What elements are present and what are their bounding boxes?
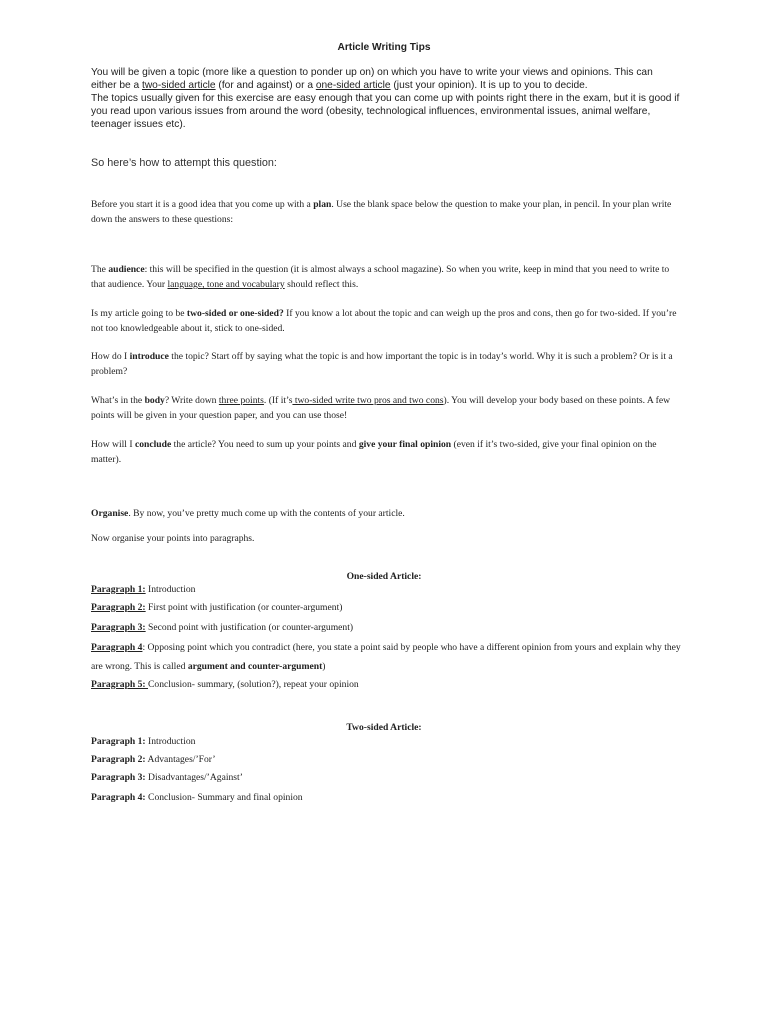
conclude-text: the article? You need to sum up your points and: [171, 439, 359, 450]
organise-text: . By now, you’ve pretty much come up with the contents of your article.: [128, 508, 405, 519]
introduce-text: How do I: [91, 351, 130, 362]
paragraph-description: Disadvantages/’Against’: [145, 772, 243, 783]
paragraph-label: Paragraph 5:: [91, 679, 149, 690]
paragraph-description: : Opposing point which you contradict (here, you state a point said by people who have a different opinion from yours and explain why they are wrong. This is called: [91, 642, 681, 672]
paragraph-label: Paragraph 1:: [91, 736, 146, 747]
intro-text: (just your opinion). It is up to you to decide.: [390, 80, 588, 91]
one-sided-paragraph-1: [91, 582, 681, 597]
organise-paragraph-2: Now organise your points into paragraphs.: [91, 533, 255, 544]
paragraph-description: Introduction: [145, 736, 196, 747]
two-sided-article-link: two-sided article: [141, 80, 216, 91]
introduce-bold: introduce: [129, 351, 169, 362]
final-opinion-bold: give your final opinion: [358, 439, 452, 450]
paragraph-description: Conclusion- summary, (solution?), repeat your opinion: [148, 679, 359, 690]
intro-paragraph: [91, 66, 681, 131]
one-sided-paragraph-4: [91, 638, 681, 676]
conclude-text: (even if it’s two-sided, give your final opinion on the matter).: [91, 439, 657, 465]
audience-paragraph: [91, 262, 681, 292]
paragraph-label: Paragraph 2:: [91, 602, 146, 613]
intro-topics-text: The topics usually given for this exercise are easy enough that you can come up with points right there in the exam, but it is good if you read upon various issues from around the word (obesity, technological influences, environmental issues, animal welfare, teenager issues etc).: [91, 93, 680, 130]
plan-paragraph: [91, 197, 681, 227]
conclude-text: How will I: [91, 439, 135, 450]
plan-bold: plan: [313, 199, 332, 210]
plan-text: . Use the blank space below the question to make your plan, in pencil. In your plan write down the answers to these questions:: [91, 199, 672, 225]
paragraph-label: Paragraph 4:: [91, 792, 146, 803]
two-sided-paragraph-4: [91, 790, 681, 805]
body-text: What’s in the: [91, 395, 145, 406]
body-paragraph: [91, 393, 681, 423]
intro-text: (for and against) or a: [215, 80, 316, 91]
one-sided-paragraph-5: [91, 677, 681, 692]
audience-text: The: [91, 264, 109, 275]
plan-text: Before you start it is a good idea that you come up with a: [91, 199, 314, 210]
paragraph-description: First point with justification (or counter-argument): [145, 602, 343, 613]
pros-cons-underline: two-sided write two pros and two cons: [292, 395, 444, 406]
introduce-paragraph: [91, 349, 681, 379]
paragraph-label: Paragraph 3:: [91, 622, 146, 633]
sided-text: If you know a lot about the topic and can weigh up the pros and cons, then go for two-sided. If you’re not too knowledgeable about it, stick to one-sided.: [91, 308, 677, 334]
one-sided-paragraph-2: [91, 600, 681, 615]
argument-bold: argument and counter-argument: [187, 661, 323, 672]
paragraph-description: ): [322, 661, 326, 672]
audience-underline: language, tone and vocabulary: [167, 279, 285, 290]
paragraph-description: Introduction: [145, 584, 196, 595]
one-sided-article-link: one-sided article: [315, 80, 391, 91]
body-bold: body: [144, 395, 165, 406]
sided-bold: two-sided or one-sided?: [186, 308, 284, 319]
paragraph-description: Advantages/’For’: [145, 754, 216, 765]
two-sided-paragraph-2: [91, 752, 681, 767]
conclude-paragraph: [91, 437, 681, 467]
organise-paragraph: [91, 506, 681, 521]
one-sided-paragraph-3: [91, 620, 681, 635]
two-sided-paragraph-3: [91, 770, 681, 785]
body-text: ? Write down: [164, 395, 219, 406]
paragraph-label: Paragraph 1:: [91, 584, 146, 595]
page-title: Article Writing Tips: [337, 42, 431, 53]
paragraph-label: Paragraph 3:: [91, 772, 146, 783]
audience-bold: audience: [108, 264, 145, 275]
two-sided-heading: Two-sided Article:: [346, 722, 422, 733]
paragraph-label: Paragraph 2:: [91, 754, 146, 765]
paragraph-description: Second point with justification (or counter-argument): [145, 622, 354, 633]
paragraph-label: Paragraph 4: [91, 642, 143, 653]
organise-bold: Organise: [91, 508, 129, 519]
sided-text: Is my article going to be: [91, 308, 187, 319]
conclude-bold: conclude: [134, 439, 172, 450]
paragraph-description: Conclusion- Summary and final opinion: [145, 792, 303, 803]
intro-text: You will be given a topic (more like a question to ponder up on) on which you have to write your views and opinions. This can either be a: [91, 67, 653, 91]
audience-text: : this will be specified in the question (it is almost always a school magazine). So when you write, keep in mind that you need to write to that audience. Your: [91, 264, 670, 290]
body-text: . (If it’s: [263, 395, 293, 406]
how-to-heading: So here’s how to attempt this question:: [91, 157, 277, 169]
body-text: ). You will develop your body based on these points. A few points will be given in your question paper, and you can use those!: [91, 395, 671, 421]
three-points-underline: three points: [218, 395, 264, 406]
sided-paragraph: [91, 306, 681, 336]
one-sided-heading: One-sided Article:: [346, 571, 422, 582]
introduce-text: the topic? Start off by saying what the topic is and how important the topic is in today’s world. Why it is such a problem? Or is it a problem?: [91, 351, 673, 377]
two-sided-paragraph-1: [91, 734, 681, 749]
audience-text: should reflect this.: [284, 279, 359, 290]
